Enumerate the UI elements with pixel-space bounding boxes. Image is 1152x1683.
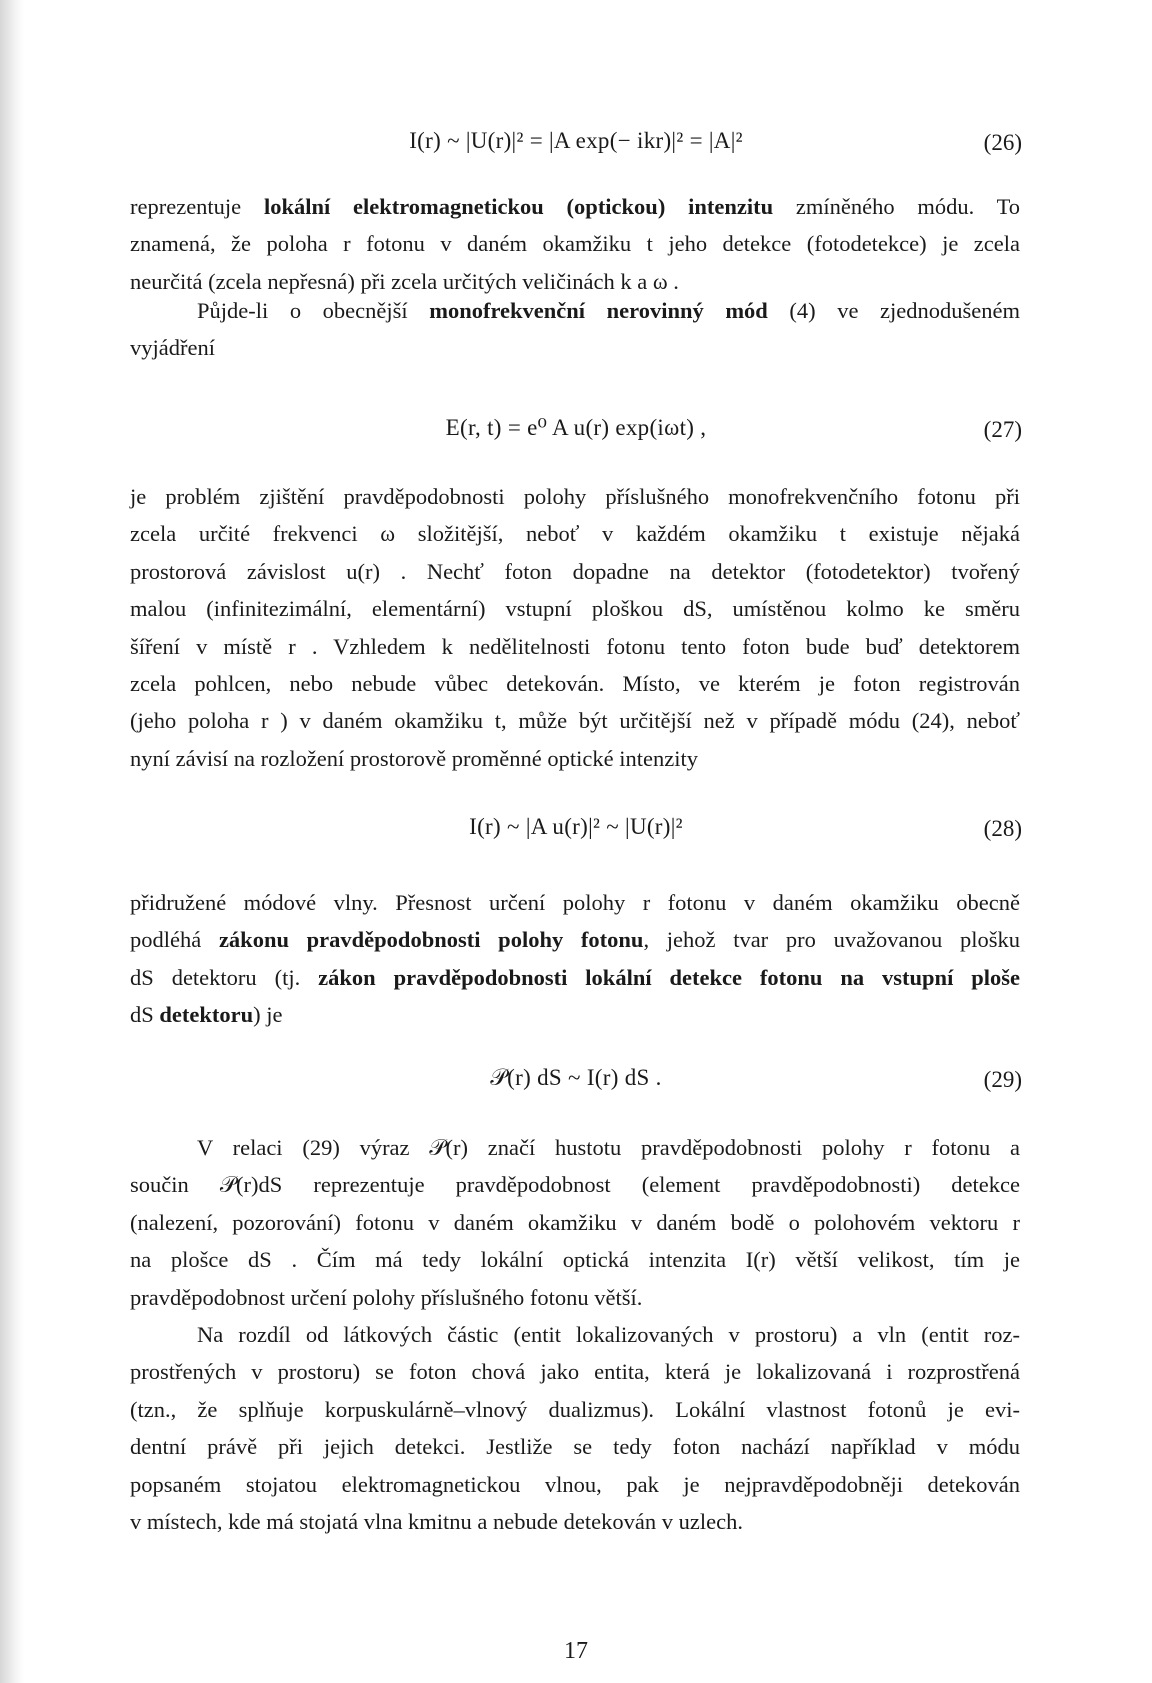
text-line: prostřených v prostoru) se foton chová jako entita, která je lokalizovaná i rozprostřená — [130, 1359, 1020, 1385]
paragraph — [130, 188, 1020, 300]
emphasis: detektoru — [159, 1002, 254, 1028]
text-line: neurčitá (zcela nepřesná) při zcela určitých veličinách k a ω . — [130, 268, 679, 294]
text-line: přidružené módové vlny. Přesnost určení polohy r fotonu v daném okamžiku obecně — [130, 890, 1020, 915]
text-line: je problém zjištění pravděpodobnosti polohy příslušného monofrekvenčního fotonu při — [130, 484, 1020, 509]
equation-28 — [130, 810, 1022, 854]
paragraph — [130, 884, 1020, 1034]
text-line: v místech, kde má stojatá vlna kmitnu a nebude detekován v uzlech. — [130, 1508, 743, 1534]
emphasis: monofrekvenční nerovinný mód — [429, 298, 768, 323]
text-line: (jeho poloha r ) v daném okamžiku t, může být určitější než v případě módu (24), neboť — [130, 708, 1020, 734]
text-line: (tzn., že splňuje korpuskulárně–vlnový dualizmus). Lokální vlastnost fotonů je evi- — [130, 1396, 1020, 1422]
equation-27 — [130, 411, 1022, 455]
equation-formula: E(r, t) = e⁰ A u(r) exp(iωt) , — [445, 415, 707, 440]
equation-number: (29) — [983, 1067, 1022, 1092]
emphasis: lokální elektromagnetickou (optickou) intenzitu — [263, 194, 774, 219]
text-line: V relaci (29) výraz 𝒫(r) značí hustotu pravděpodobnosti polohy r fotonu a — [197, 1135, 1020, 1160]
text-line: zcela určité frekvenci ω složitější, neboť v každém okamžiku t existuje nějaká — [130, 521, 1020, 547]
text-line: reprezentuje lokální elektromagnetickou (optickou) intenzitu zmíněného módu. To — [130, 194, 1020, 219]
text-line: vyjádření — [130, 335, 215, 361]
equation-formula: 𝒫(r) dS ~ I(r) dS . — [490, 1065, 662, 1090]
text-line: popsaném stojatou elektromagnetickou vlnou, pak je nejpravděpodobněji detekován — [130, 1471, 1020, 1497]
text-line: šíření v místě r . Vzhledem k nedělitelnosti fotonu tento foton bude buď detektorem — [130, 633, 1020, 659]
equation-number: (27) — [983, 417, 1022, 442]
equation-number: (28) — [983, 816, 1022, 841]
text-line: (nalezení, pozorování) fotonu v daném okamžiku v daném bodě o polohovém vektoru r — [130, 1209, 1020, 1235]
text-line: prostorová závislost u(r) . Nechť foton dopadne na detektor (fotodetektor) tvořený — [130, 558, 1020, 584]
text-line: dS detektoru) je — [130, 1002, 283, 1028]
text-line: podléhá zákonu pravděpodobnosti polohy fotonu, jehož tvar pro uvažovanou plošku — [130, 927, 1021, 953]
text-line: zcela pohlcen, nebo nebude vůbec detekován. Místo, ve kterém je foton registrován — [130, 670, 1020, 696]
equation-26 — [130, 124, 1022, 168]
text-line: dentní právě při jejich detekci. Jestliže se tedy foton nachází například v módu — [130, 1434, 1020, 1460]
text-line: součin 𝒫(r)dS reprezentuje pravděpodobnost (element pravděpodobnosti) detekce — [130, 1172, 1020, 1198]
text-line: na plošce dS . Čím má tedy lokální optická intenzita I(r) větší velikost, tím je — [130, 1247, 1020, 1273]
text-line: znamená, že poloha r fotonu v daném okamžiku t jeho detekce (fotodetekce) je zcela — [130, 231, 1020, 257]
equation-formula: I(r) ~ |A u(r)|² ~ |U(r)|² — [469, 814, 683, 839]
equation-formula: I(r) ~ |U(r)|² = |A exp(− ikr)|² = |A|² — [409, 128, 743, 153]
text-line: pravděpodobnost určení polohy příslušného fotonu větší. — [130, 1284, 643, 1310]
equation-number: (26) — [983, 130, 1022, 155]
text-line: malou (infinitezimální, elementární) vstupní ploškou dS, umístěnou kolmo ke směru — [130, 596, 1020, 622]
paragraph — [130, 478, 1020, 777]
page-number: 17 — [564, 1638, 588, 1664]
text-line: nyní závisí na rozložení prostorově proměnné optické intenzity — [130, 745, 698, 771]
paragraph — [130, 292, 1020, 367]
emphasis: zákon pravděpodobnosti lokální detekce fotonu na vstupní ploše — [318, 964, 1021, 990]
text-line: Půjde-li o obecnější monofrekvenční nerovinný mód (4) ve zjednodušeném — [197, 298, 1020, 323]
text-line: dS detektoru (tj. zákon pravděpodobnosti lokální detekce fotonu na vstupní ploše — [130, 964, 1021, 990]
text-line: Na rozdíl od látkových částic (entit lokalizovaných v prostoru) a vln (entit roz- — [197, 1322, 1020, 1347]
paragraph — [130, 1129, 1020, 1316]
paragraph — [130, 1316, 1020, 1540]
emphasis: zákonu pravděpodobnosti polohy fotonu — [218, 927, 644, 953]
equation-29 — [130, 1061, 1022, 1105]
